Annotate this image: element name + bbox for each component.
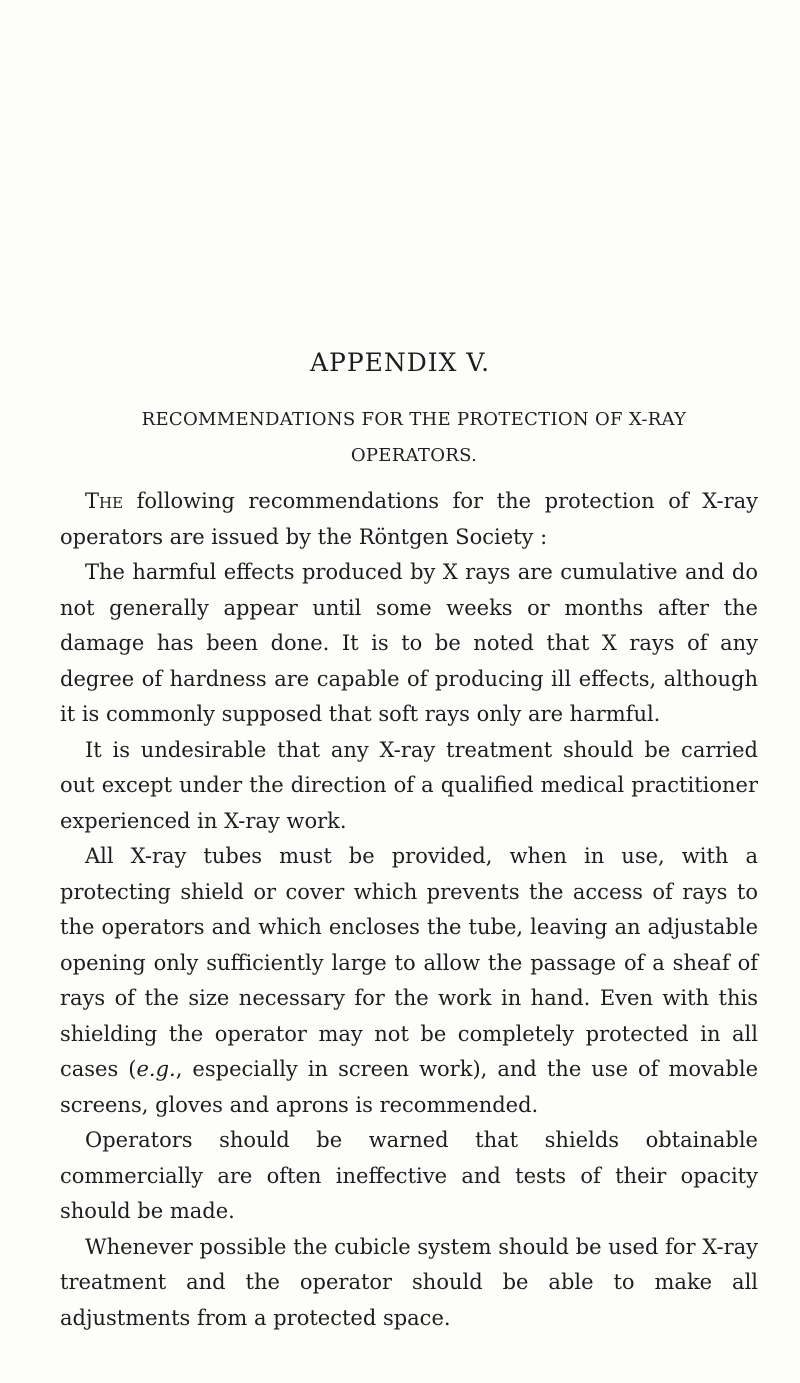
shield-text-a: All X-ray tubes must be provided, when in use, with a protecting shield or cover which prevents the access of rays to the operators and which encloses the tube, leaving an adjustable opening only sufficiently large to allow the passage of a sheaf of rays of the size necessary for the work in hand. Even with this shielding the operator may not be completely protected in all cases (	[60, 844, 758, 1081]
intro-paragraph	[60, 484, 758, 555]
paragraph-cubicle-system: Whenever possible the cubicle system should be used for X-ray treatment and the operator should be able to make all adjustments from a protected space.	[60, 1234, 758, 1330]
paragraph-harmful-effects: The harmful effects produced by X rays are cumulative and do not generally appear until some weeks or months after the damage has been done. It is to be noted that X rays of any degree of hardness are capable of producing ill effects, although it is commonly supposed that soft rays only are harmful.	[60, 560, 758, 726]
body-text	[60, 484, 758, 1336]
intro-text: following recommendations for the protection of X-ray operators are issued by the Röntgen Society :	[60, 489, 758, 549]
paragraph-protecting-shield	[60, 839, 758, 1123]
section-heading: RECOMMENDATIONS FOR THE PROTECTION OF X-RAY OPERATORS.	[141, 409, 687, 466]
paragraph-commercial-shields: Operators should be warned that shields obtainable commercially are often ineffective and tests of their opacity should be made.	[60, 1128, 758, 1223]
shield-text-b: , especially in screen work), and the use of movable screens, gloves and aprons is recommended.	[60, 1057, 758, 1117]
paragraph-qualified-practitioner: It is undesirable that any X-ray treatment should be carried out except under the direction of a qualified medical practitioner experienced in X-ray work.	[60, 737, 758, 833]
intro-lead-word: The	[85, 489, 124, 513]
appendix-title: APPENDIX V.	[309, 348, 491, 377]
shield-text-eg: e.g.	[136, 1057, 176, 1081]
